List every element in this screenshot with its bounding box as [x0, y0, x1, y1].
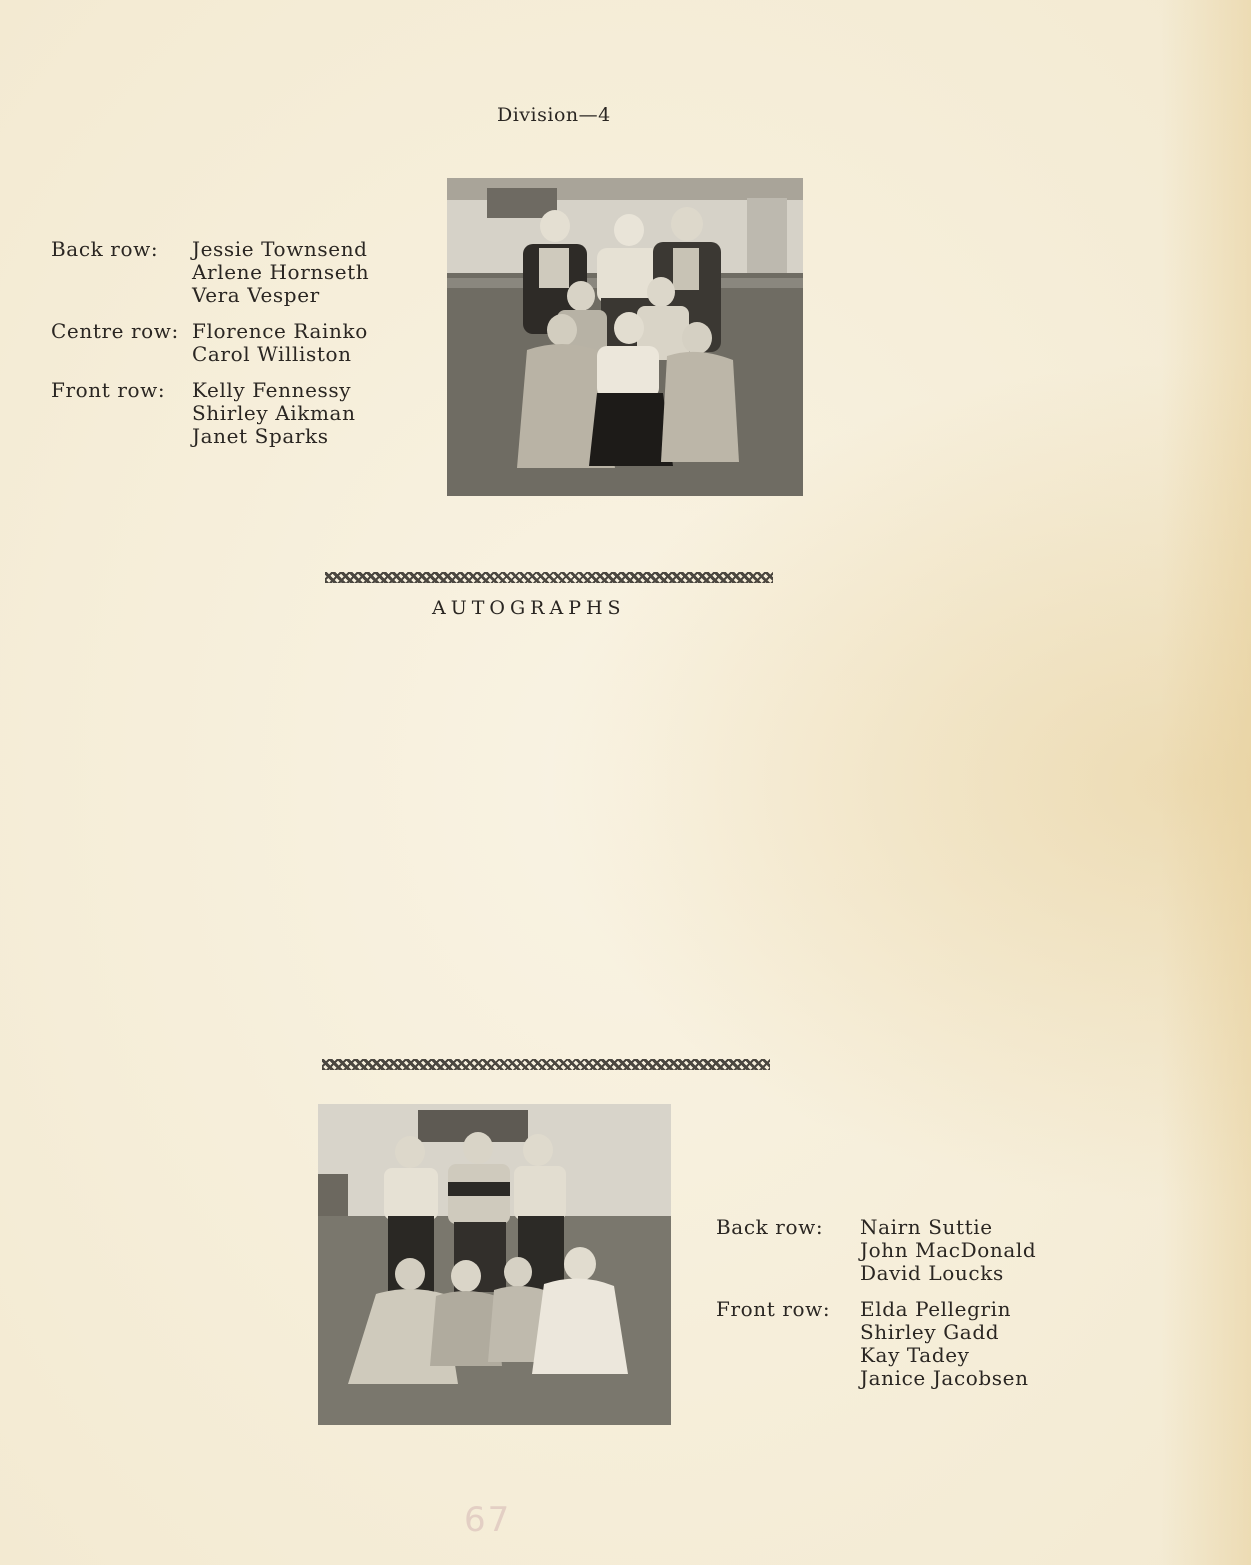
person-name: Nairn Suttie	[860, 1215, 993, 1239]
person-name: Vera Vesper	[192, 283, 320, 307]
person-name: Kelly Fennessy	[192, 378, 352, 402]
row-label: Front row:	[716, 1297, 831, 1321]
person-name: Florence Rainko	[192, 319, 368, 343]
person-name: Kay Tadey	[860, 1343, 970, 1367]
person-name: Carol Williston	[192, 342, 352, 366]
ornamental-divider-bottom	[322, 1059, 770, 1070]
person-name: Janice Jacobsen	[860, 1366, 1029, 1390]
caption-group-back-row	[716, 1216, 1076, 1285]
row-label: Centre row:	[51, 319, 179, 343]
page-number: 67	[464, 1500, 512, 1540]
person-name: Elda Pellegrin	[860, 1297, 1012, 1321]
caption-group-front-row	[716, 1298, 1076, 1390]
person-name: Janet Sparks	[192, 424, 329, 448]
person-name: Arlene Hornseth	[192, 260, 370, 284]
caption-group-back-row	[51, 238, 391, 307]
row-label: Front row:	[51, 378, 166, 402]
caption-bottom	[716, 1216, 1076, 1403]
person-name: Shirley Aikman	[192, 401, 356, 425]
ornamental-divider-top	[325, 572, 773, 583]
division-heading: Division—4	[497, 104, 611, 126]
group-photo-bottom	[318, 1104, 671, 1425]
person-name: Jessie Townsend	[192, 237, 368, 261]
row-label: Back row:	[51, 237, 159, 261]
person-name: Shirley Gadd	[860, 1320, 1000, 1344]
group-photo-top	[447, 178, 803, 496]
person-name: John MacDonald	[860, 1238, 1037, 1262]
page-edge-shading	[1161, 0, 1251, 1565]
caption-group-centre-row	[51, 320, 391, 366]
person-name: David Loucks	[860, 1261, 1004, 1285]
caption-top	[51, 238, 391, 461]
autographs-heading: AUTOGRAPHS	[432, 597, 626, 619]
caption-group-front-row	[51, 379, 391, 448]
row-label: Back row:	[716, 1215, 824, 1239]
group-photo-icon	[318, 1104, 671, 1425]
group-photo-icon	[447, 178, 803, 496]
